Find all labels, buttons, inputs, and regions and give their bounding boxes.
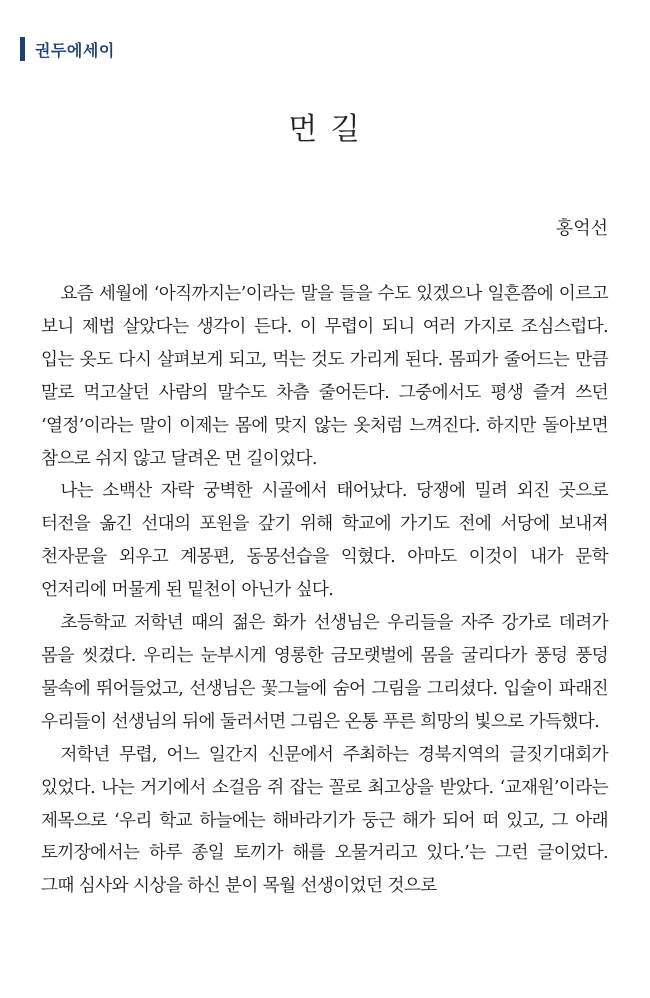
section-label: 권두에세이	[35, 40, 115, 60]
section-header	[20, 36, 115, 62]
article-title: 먼 길	[288, 112, 362, 147]
section-accent-bar	[20, 37, 25, 61]
paragraph: 초등학교 저학년 때의 젊은 화가 선생님은 우리들을 자주 강가로 데려가 몸을 씻겼다. 우리는 눈부시게 영롱한 금모랫벌에 몸을 굴리다가 풍덩 풍덩 물속에 뛰어들었고, 선생님은 꽃그늘에 숨어 그림을 그리셨다. 입술이 파래진 우리들이 선생님의 뒤에 둘러서면 그림은 온통 푸른 희망의 빛으로 가득했다.	[41, 613, 608, 732]
paragraph: 요즘 세월에 ‘아직까지는’이라는 말을 들을 수도 있겠으나 일흔쯤에 이르고 보니 제법 살았다는 생각이 든다. 이 무렵이 되니 여러 가지로 조심스럽다. 입는 옷도 다시 살펴보게 되고, 먹는 것도 가리게 된다. 몸피가 줄어드는 만큼 말로 먹고살던 사람의 말수도 차츰 줄어든다. 그중에서도 평생 즐겨 쓰던 ‘열정’이라는 말이 이제는 몸에 맞지 않는 옷처럼 느껴진다. 하지만 돌아보면 참으로 쉬지 않고 달려온 먼 길이었다.	[41, 284, 608, 469]
article-body	[41, 278, 608, 903]
paragraph: 나는 소백산 자락 궁벽한 시골에서 태어났다. 당쟁에 밀려 외진 곳으로 터전을 옮긴 선대의 포원을 갚기 위해 학교에 가기도 전에 서당에 보내져 천자문을 외우고 계몽편, 동몽선습을 익혔다. 아마도 이것이 내가 문학 언저리에 머물게 된 밑천이 아닌가 싶다.	[41, 481, 608, 601]
article-author: 홍억선	[555, 218, 608, 239]
paragraph: 저학년 무렵, 어느 일간지 신문에서 주최하는 경북지역의 글짓기대회가 있었다. 나는 거기에서 소걸음 쥐 잡는 꼴로 최고상을 받았다. ‘교재원’이라는 제목으로 ‘우리 학교 하늘에는 해바라기가 둥근 해가 되어 떠 있고, 그 아래 토끼장에서는 하루 종일 토끼가 해를 오물거리고 있다.’는 그런 글이었다. 그때 심사와 시상을 하신 분이 목월 선생이었던 것으로	[41, 744, 608, 897]
